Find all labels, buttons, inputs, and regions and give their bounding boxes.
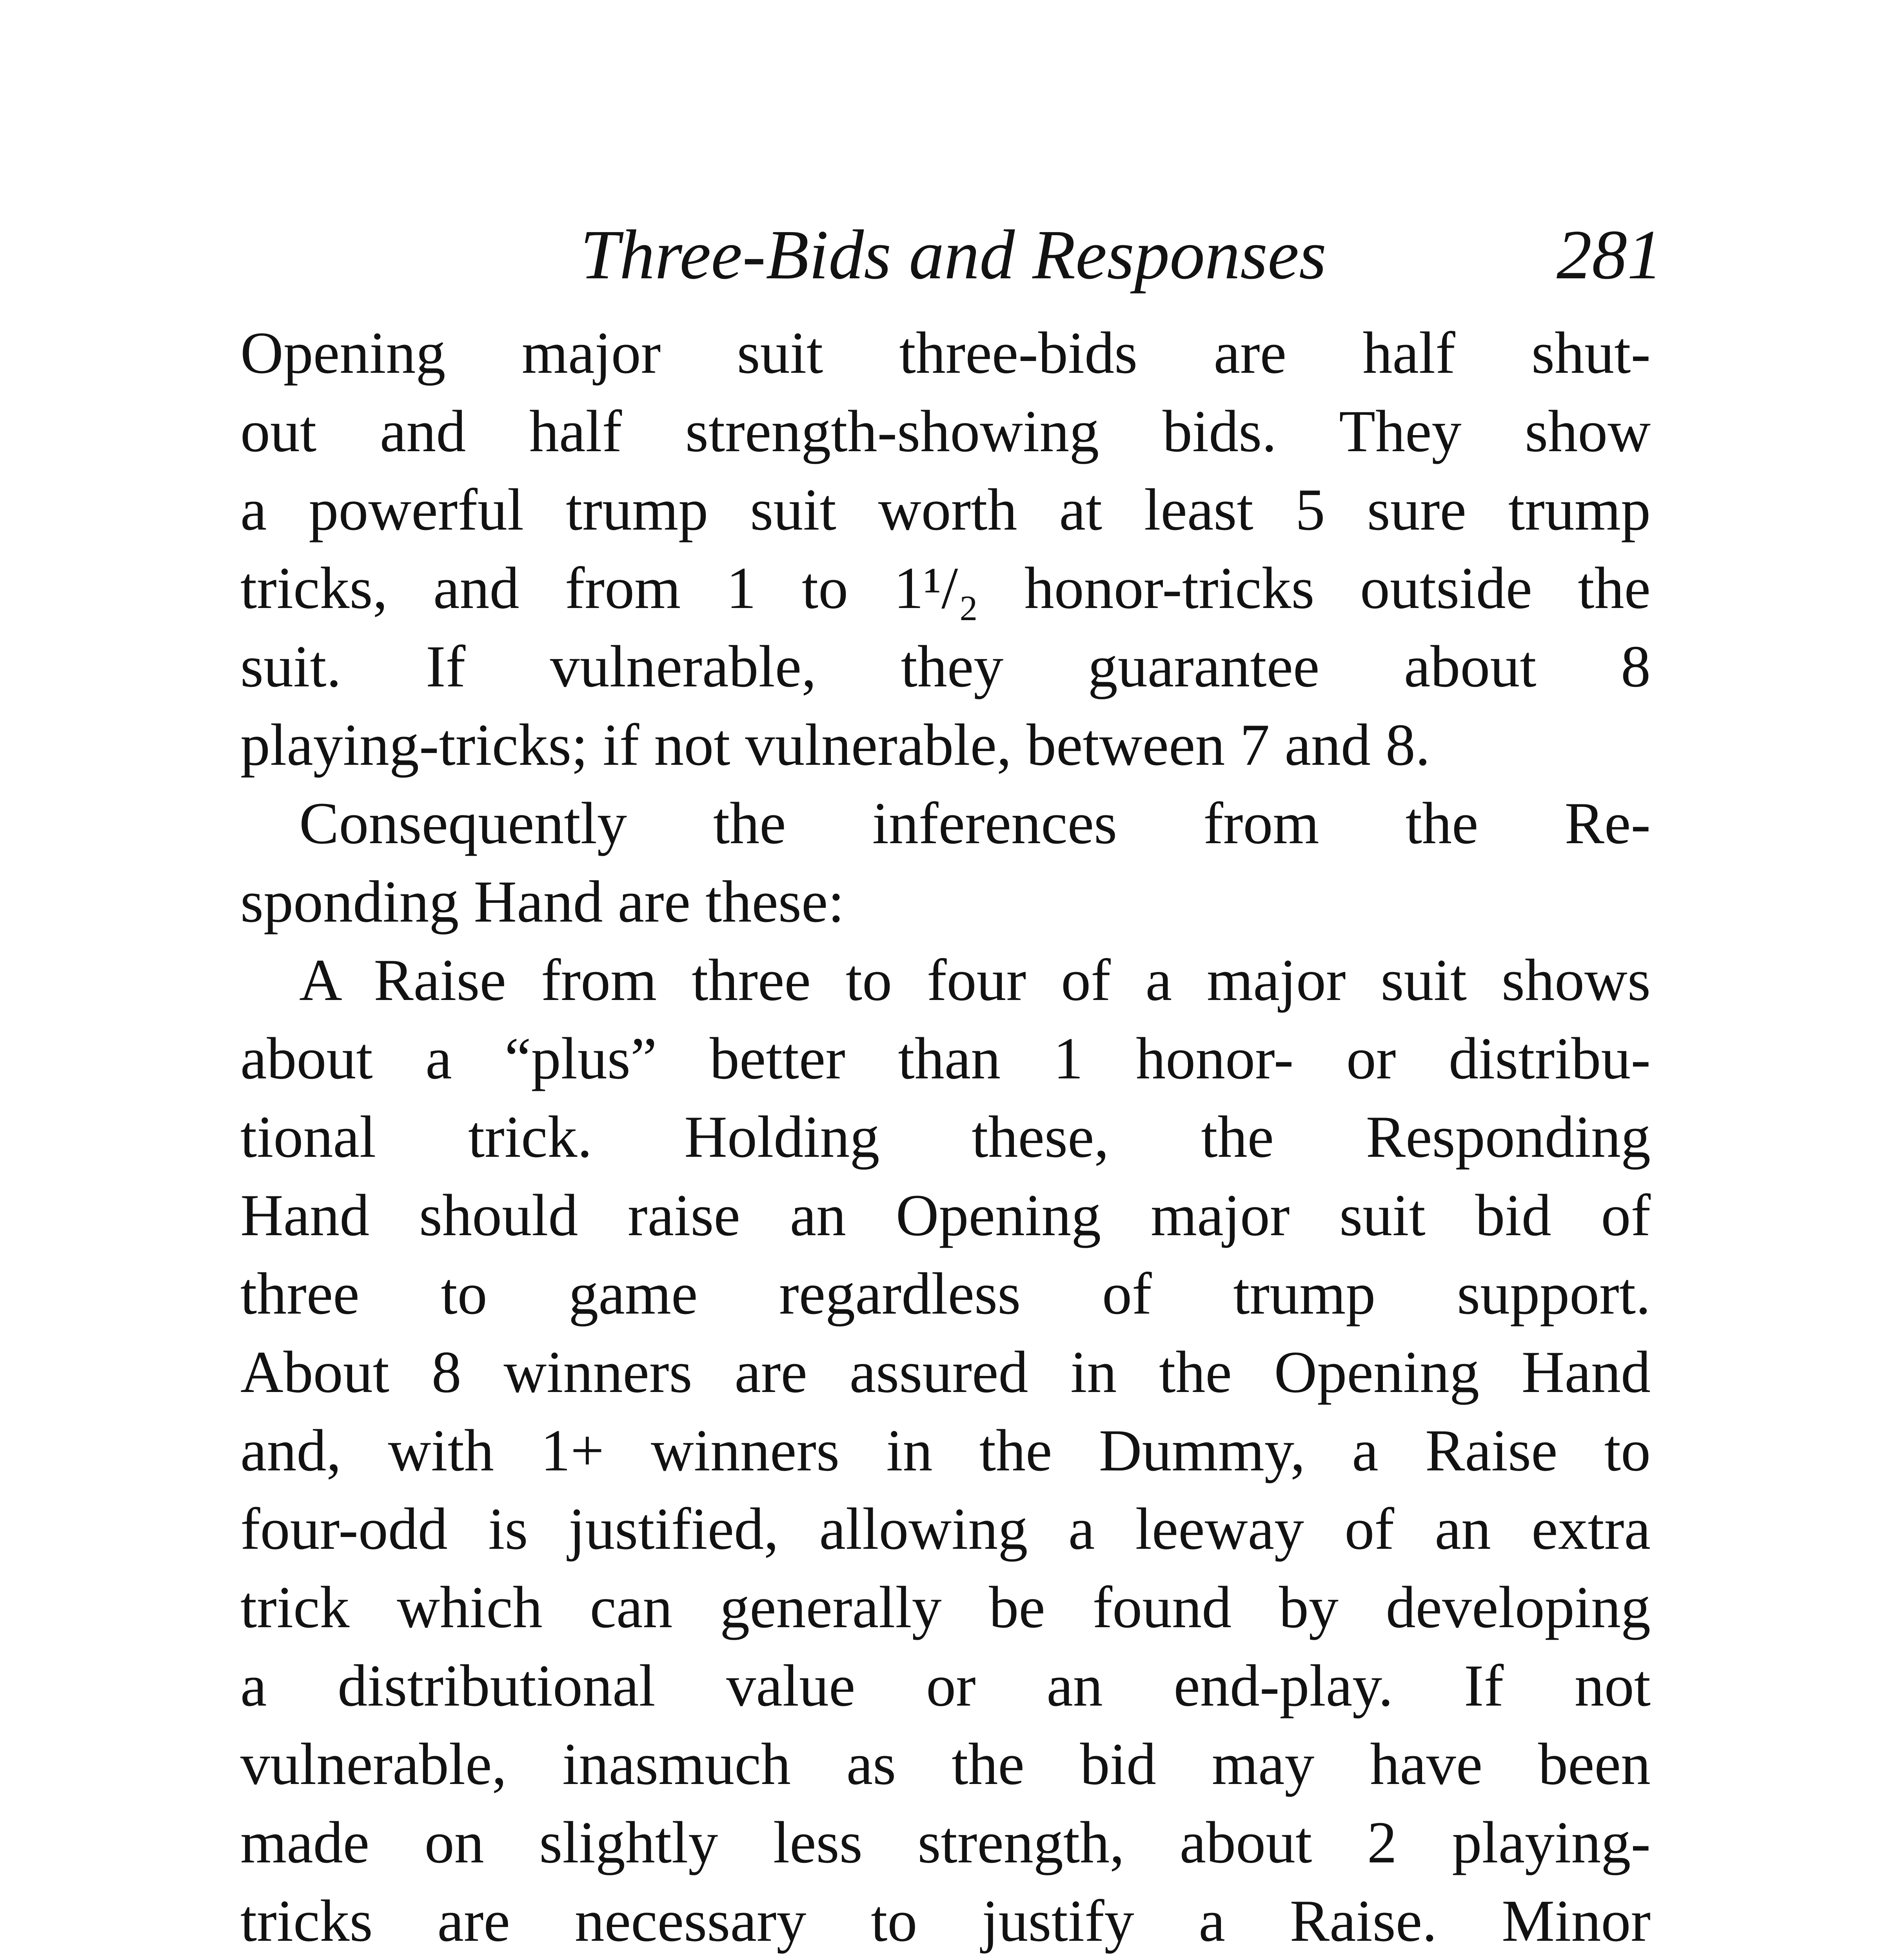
running-head: Three-Bids and Responses — [580, 216, 1327, 294]
text-line: suit. If vulnerable, they guarantee about 8 — [240, 633, 1651, 699]
page-number: 281 — [1557, 216, 1662, 294]
body-text — [240, 314, 1651, 1960]
text-line: made on slightly less strength, about 2 playing- — [240, 1809, 1651, 1875]
text-line: a powerful trump suit worth at least 5 sure trump — [240, 477, 1651, 543]
text-line: tional trick. Holding these, the Responding — [240, 1104, 1651, 1170]
text-line: about a “plus” better than 1 honor- or distribu- — [240, 1025, 1651, 1091]
text-line: About 8 winners are assured in the Opening Hand — [240, 1339, 1651, 1405]
text-line: playing-tricks; if not vulnerable, between 7 and 8. — [240, 712, 1430, 778]
text-line: tricks, and from 1 to 1¹/₂ honor-tricks outside the — [240, 555, 1651, 621]
text-line: vulnerable, inasmuch as the bid may have been — [240, 1731, 1651, 1797]
text-line: Hand should raise an Opening major suit bid of — [240, 1182, 1651, 1248]
text-line: out and half strength-showing bids. They show — [240, 398, 1651, 464]
text-line: A Raise from three to four of a major suit shows — [299, 947, 1651, 1013]
text-line: sponding Hand are these: — [240, 869, 845, 935]
text-line: three to game regardless of trump support. — [240, 1261, 1651, 1327]
text-line: trick which can generally be found by developing — [240, 1574, 1651, 1640]
text-line: tricks are necessary to justify a Raise. Minor — [240, 1888, 1651, 1954]
text-line: four-odd is justified, allowing a leeway of an extra — [240, 1496, 1651, 1562]
text-line: and, with 1+ winners in the Dummy, a Raise to — [240, 1417, 1651, 1483]
text-line: a distributional value or an end-play. If not — [240, 1653, 1651, 1719]
text-line: Consequently the inferences from the Re- — [299, 790, 1651, 856]
text-line: Opening major suit three-bids are half shut- — [240, 320, 1651, 386]
